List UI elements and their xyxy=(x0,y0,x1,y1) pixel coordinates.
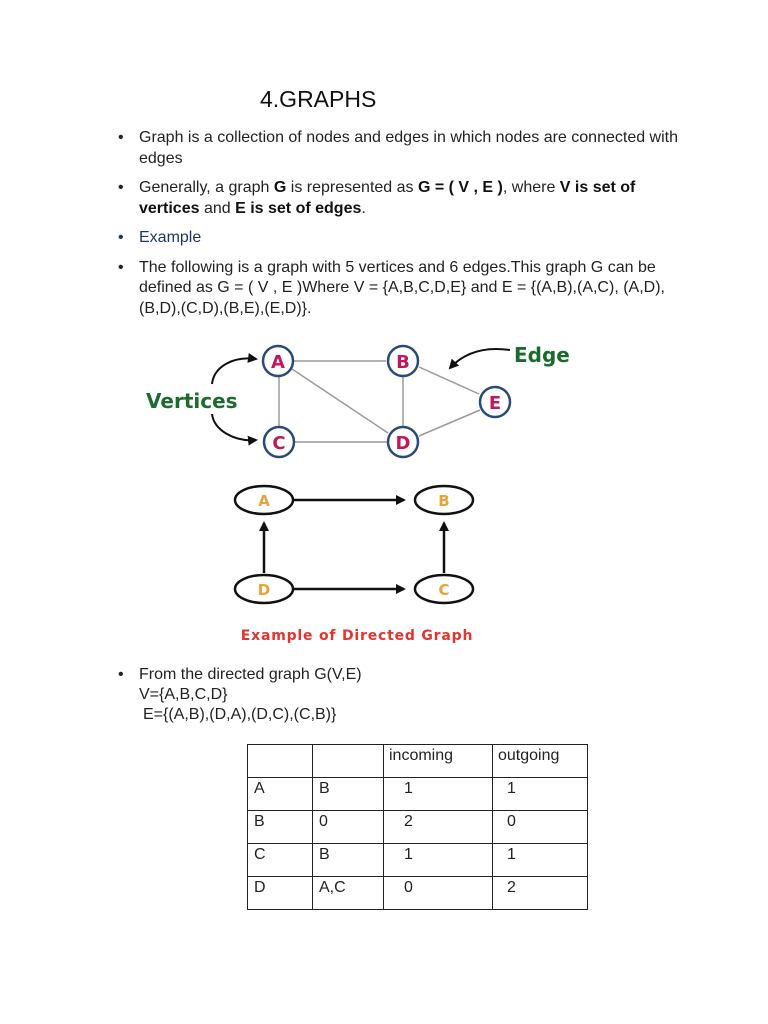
vertices-arrow-up xyxy=(212,358,256,384)
table-cell: 0 xyxy=(384,877,493,910)
vertex-set: V={A,B,C,D} xyxy=(139,686,228,703)
edge-set: E={(A,B),(D,A),(D,C),(C,B)} xyxy=(143,706,337,723)
page-title: 4.GRAPHS xyxy=(260,86,377,112)
table-cell: 0 xyxy=(313,811,384,844)
node-label: A xyxy=(258,492,270,510)
directed-node-a xyxy=(235,486,293,514)
table-cell: 1 xyxy=(493,844,588,877)
table-cell: C xyxy=(248,844,313,877)
directed-edges xyxy=(264,500,444,589)
table-cell: 0 xyxy=(493,811,588,844)
table-cell: A,C xyxy=(313,877,384,910)
directed-graph-caption: Example of Directed Graph xyxy=(240,628,474,644)
table-cell: 1 xyxy=(384,778,493,811)
vertex-definition: V is set of vertices xyxy=(139,179,636,217)
node-label: C xyxy=(272,433,286,454)
directed-node-b xyxy=(415,486,473,514)
node-a xyxy=(263,346,293,376)
undirected-nodes xyxy=(263,346,510,457)
table-cell: 1 xyxy=(493,778,588,811)
node-label: D xyxy=(257,581,271,599)
list-item xyxy=(118,665,678,685)
table-row xyxy=(248,877,588,910)
table-cell: D xyxy=(248,877,313,910)
table-header xyxy=(248,745,313,778)
table-cell: B xyxy=(313,778,384,811)
table-cell: B xyxy=(248,811,313,844)
node-label: E xyxy=(488,393,502,414)
edge-label: Edge xyxy=(514,343,570,367)
bullet-text: The following is a graph with 5 vertices and 6 edges.This graph G can be defined as G = ( V , E )Where V = {A,B,C,D,E} and E = {(A,B),(A,C), (A,D),(B,D),(C,D),(B,E),(E,D)}. xyxy=(139,258,665,317)
bullet-text: Generally, a graph xyxy=(139,179,274,196)
table-row xyxy=(248,811,588,844)
directed-node-c xyxy=(415,575,473,603)
undirected-edges xyxy=(279,361,480,442)
table-header xyxy=(313,745,384,778)
edge-arrow xyxy=(450,349,510,368)
graph-definition: G = ( V , E ) xyxy=(417,179,503,196)
table-row xyxy=(248,844,588,877)
node-b xyxy=(388,346,418,376)
table-cell: B xyxy=(313,844,384,877)
table-header-row xyxy=(248,745,588,778)
degree-table xyxy=(247,744,588,910)
example-heading: Example xyxy=(139,229,202,246)
bullet: • xyxy=(118,666,124,683)
bullet-text: is represented as xyxy=(286,179,418,196)
edge-a-d xyxy=(292,369,388,433)
node-label: A xyxy=(271,352,285,373)
directed-graph-description xyxy=(118,665,678,725)
bullet-text: . xyxy=(361,199,366,217)
bullet-text: Graph is a collection of nodes and edges in which nodes are connected with edges xyxy=(139,129,679,167)
vertices-label: Vertices xyxy=(146,389,238,413)
node-label: D xyxy=(395,433,411,454)
edge-b-e xyxy=(419,367,479,394)
edge-e-d xyxy=(419,410,480,436)
table-cell: 2 xyxy=(493,877,588,910)
bullet-text: , where xyxy=(502,179,560,196)
directed-node-d xyxy=(235,575,293,603)
graph-symbol: G xyxy=(273,179,287,196)
vertices-arrow-down xyxy=(212,414,256,440)
table-header: incoming xyxy=(384,745,493,778)
table-row xyxy=(248,778,588,811)
table-cell: 2 xyxy=(384,811,493,844)
node-c xyxy=(264,427,294,457)
table-cell: A xyxy=(248,778,313,811)
edge-definition: E is set of edges xyxy=(235,199,362,217)
table-header: outgoing xyxy=(493,745,588,778)
table-cell: 1 xyxy=(384,844,493,877)
node-label: B xyxy=(396,352,410,373)
annotation-arrows xyxy=(212,349,510,440)
node-label: B xyxy=(438,492,450,510)
description-line: From the directed graph G(V,E) xyxy=(139,666,362,683)
node-label: C xyxy=(438,581,450,599)
node-d xyxy=(388,427,418,457)
directed-nodes xyxy=(235,486,473,603)
node-e xyxy=(480,387,510,417)
bullet-text: and xyxy=(199,199,236,217)
